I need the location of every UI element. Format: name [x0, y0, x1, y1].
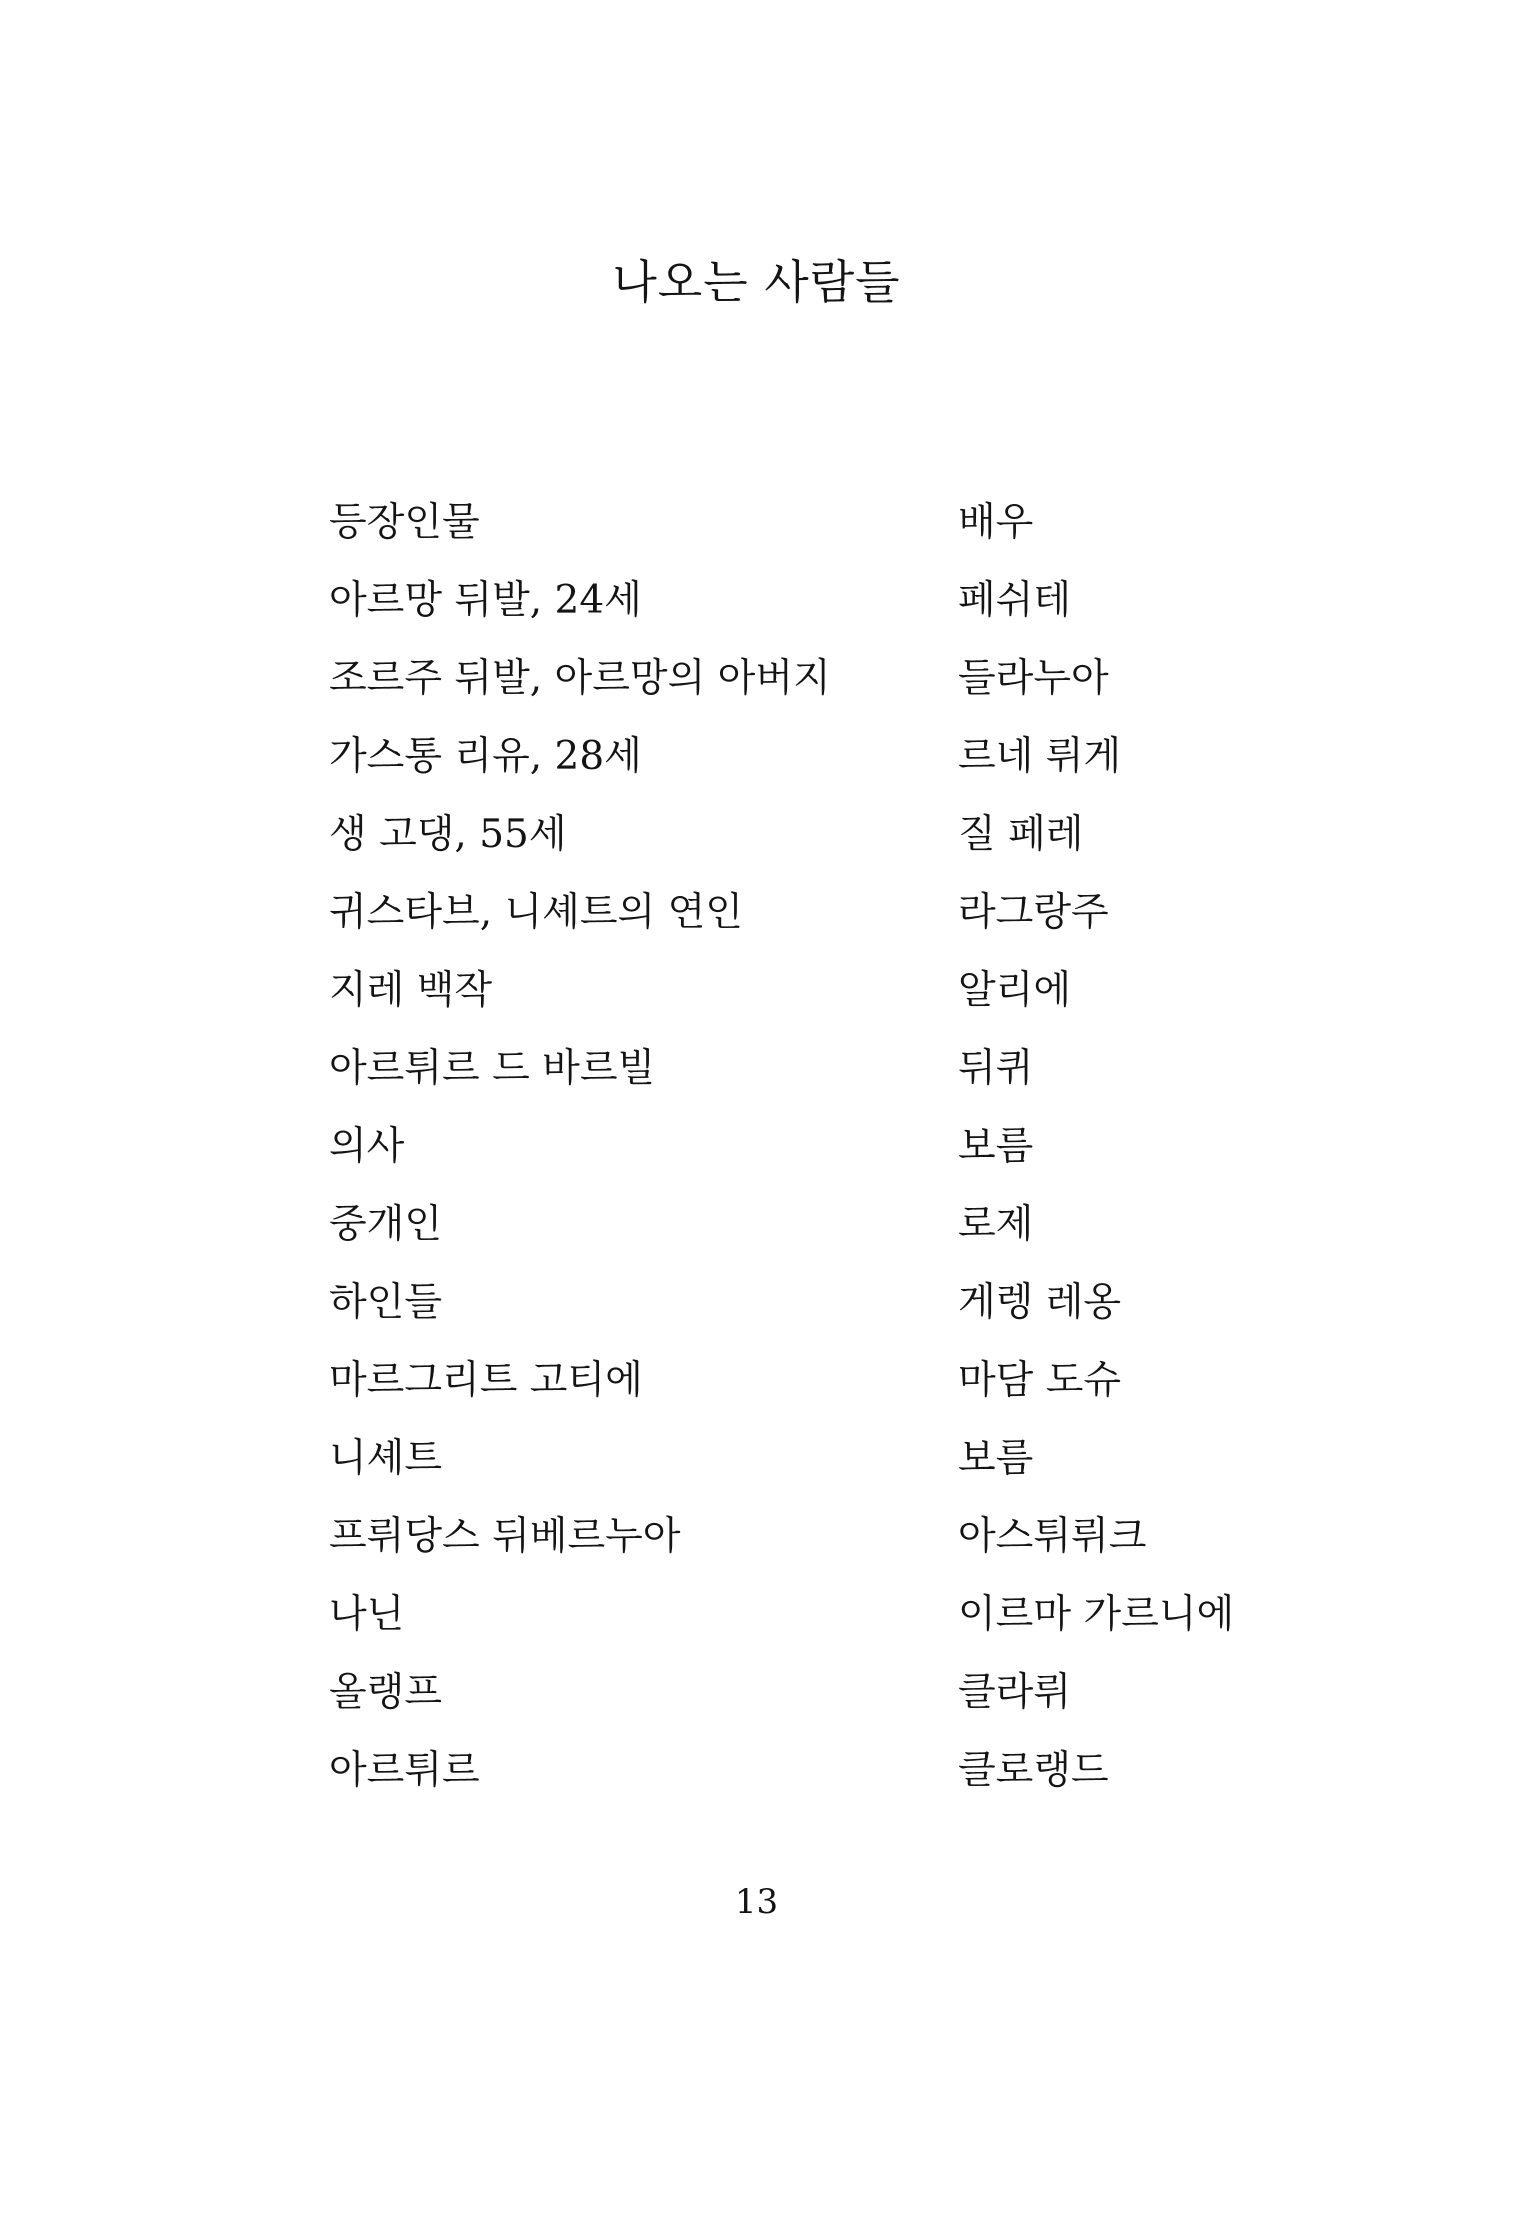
actor-name: 르네 뤼게 [958, 734, 1122, 779]
cast-row [329, 874, 1309, 952]
character-name: 조르주 뒤발, 아르망의 아버지 [329, 656, 831, 701]
cast-row [329, 1576, 1309, 1654]
actor-name: 아스튀뤼크 [958, 1514, 1147, 1559]
character-name: 아르튀르 [329, 1748, 480, 1793]
actor-name: 게렝 레옹 [958, 1280, 1122, 1325]
actor-name: 로제 [958, 1202, 1034, 1247]
cast-row [329, 1108, 1309, 1186]
cast-row [329, 1030, 1309, 1108]
page-title: 나오는 사람들 [612, 255, 901, 309]
cast-row [329, 1498, 1309, 1576]
cast-row [329, 562, 1309, 640]
cast-row [329, 1264, 1309, 1342]
character-name: 아르망 뒤발, 24세 [329, 578, 642, 623]
actor-name: 질 페레 [958, 812, 1084, 857]
character-name: 가스통 리유, 28세 [329, 734, 642, 779]
actor-name: 이르마 가르니에 [958, 1592, 1235, 1637]
character-name: 올랭프 [329, 1670, 443, 1715]
cast-row [329, 1654, 1309, 1732]
character-name: 하인들 [329, 1280, 443, 1325]
actor-name: 보름 [958, 1124, 1034, 1169]
cast-rows [329, 562, 1309, 1810]
cast-row [329, 1186, 1309, 1264]
actor-name: 보름 [958, 1436, 1034, 1481]
actor-name: 라그랑주 [958, 890, 1109, 935]
cast-row [329, 718, 1309, 796]
character-name: 마르그리트 고티에 [329, 1358, 643, 1403]
actor-column-header: 배우 [958, 500, 1034, 545]
cast-header-row [329, 484, 1309, 562]
actor-name: 클로랭드 [958, 1748, 1109, 1793]
cast-row [329, 796, 1309, 874]
cast-row [329, 640, 1309, 718]
actor-name: 마담 도슈 [958, 1358, 1122, 1403]
cast-row [329, 1732, 1309, 1810]
character-name: 생 고댕, 55세 [329, 812, 567, 857]
character-name: 나닌 [329, 1592, 405, 1637]
cast-row [329, 952, 1309, 1030]
cast-list [329, 484, 1309, 1810]
cast-row [329, 1420, 1309, 1498]
character-name: 프뤼당스 뒤베르누아 [329, 1514, 681, 1559]
role-column-header: 등장인물 [329, 500, 480, 545]
character-name: 중개인 [329, 1202, 443, 1247]
character-name: 아르튀르 드 바르빌 [329, 1046, 656, 1091]
character-name: 니셰트 [329, 1436, 443, 1481]
character-name: 귀스타브, 니셰트의 연인 [329, 890, 743, 935]
actor-name: 알리에 [958, 968, 1072, 1013]
character-name: 의사 [329, 1124, 405, 1169]
actor-name: 들라누아 [958, 656, 1109, 701]
page-number: 13 [734, 1882, 779, 1922]
actor-name: 페쉬테 [958, 578, 1072, 623]
character-name: 지레 백작 [329, 968, 493, 1013]
cast-row [329, 1342, 1309, 1420]
actor-name: 클라뤼 [958, 1670, 1072, 1715]
actor-name: 뒤퀴 [958, 1046, 1034, 1091]
